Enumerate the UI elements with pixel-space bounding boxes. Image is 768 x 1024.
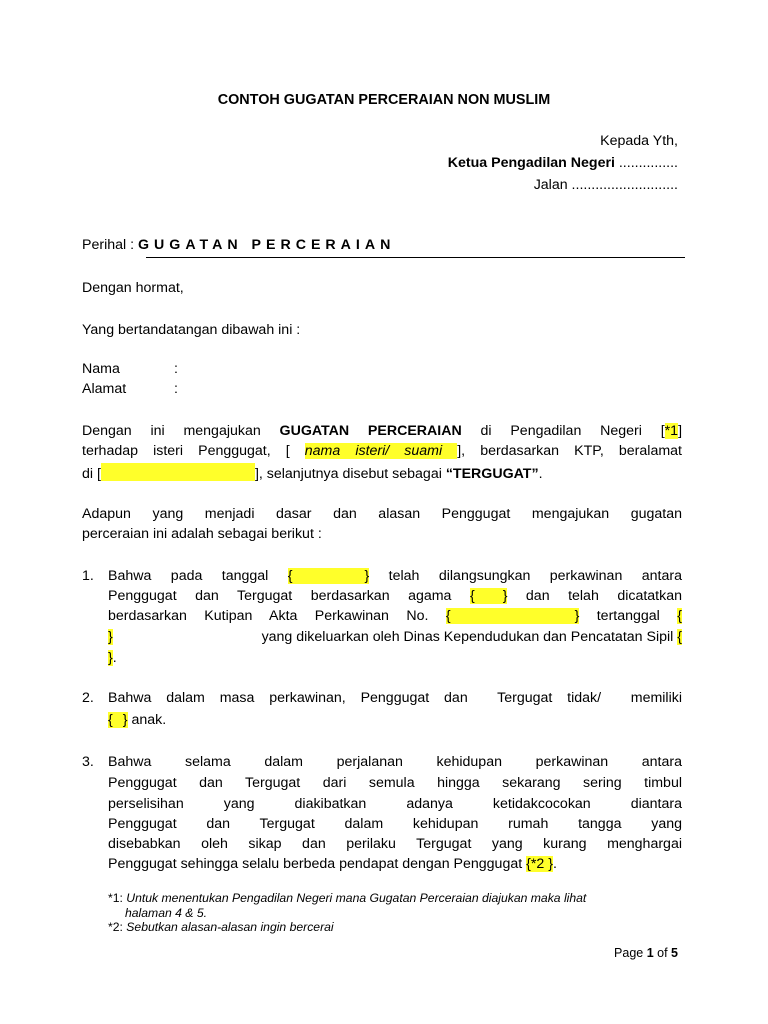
court-name: Ketua Pengadilan Negeri bbox=[447, 155, 615, 171]
greeting: Dengan hormat, bbox=[82, 280, 184, 296]
item-3-number: 3. bbox=[82, 754, 94, 770]
court-dots: ............... bbox=[614, 155, 678, 171]
intro-text: Yang bertandatangan dibawah ini : bbox=[82, 322, 301, 338]
placeholder-cert-date-close: } bbox=[108, 629, 113, 645]
addressee-line-2 bbox=[448, 155, 678, 171]
para2-line-1: Adapun yang menjadi dasar dan alasan Penggugat mengajukan gugatan bbox=[82, 506, 682, 522]
item-2-line-1: Bahwa dalam masa perkawinan, Penggugat dan Tergugat tidak/ memiliki bbox=[108, 690, 682, 706]
perihal-value: GUGATAN PERCERAIAN bbox=[138, 237, 396, 253]
item-3-line-3: perselisihan yang diakibatkan adanya ketidakcocokan diantara bbox=[108, 796, 682, 812]
field-nama-label: Nama bbox=[82, 361, 120, 377]
field-alamat-label: Alamat bbox=[82, 381, 127, 397]
field-alamat-colon: : bbox=[174, 381, 178, 397]
para1-line-1: Dengan ini mengajukan GUGATAN PERCERAIAN di Pengadilan Negeri [*1] bbox=[82, 423, 683, 439]
footnote-1-continued: halaman 4 & 5. bbox=[125, 906, 207, 920]
item-2-line-2: { } anak. bbox=[108, 712, 167, 728]
item-3-line-2: Penggugat dan Tergugat dari semula hingga sekarang sering timbul bbox=[108, 775, 682, 791]
item-1-line-4-start bbox=[108, 629, 113, 645]
placeholder-date: { } bbox=[287, 568, 370, 584]
addressee-line-1: Kepada Yth, bbox=[600, 133, 678, 149]
footnote-2: *2: Sebutkan alasan-alasan ingin bercerai bbox=[108, 920, 334, 934]
perihal-underline bbox=[146, 257, 685, 258]
placeholder-address bbox=[101, 463, 255, 481]
placeholder-cert-date-open: { bbox=[677, 608, 682, 624]
perihal-label: Perihal : bbox=[82, 237, 138, 253]
placeholder-court: *1 bbox=[664, 423, 679, 439]
item-3-line-5: disebabkan oleh sikap dan perilaku Tergugat yang kurang menghargai bbox=[108, 836, 682, 852]
item-3-line-1: Bahwa selama dalam perjalanan kehidupan perkawinan antara bbox=[108, 754, 682, 770]
para1-line-2: terhadap isteri Penggugat, [ nama isteri/ suami ], berdasarkan KTP, beralamat bbox=[82, 443, 682, 459]
para2-line-2: perceraian ini adalah sebagai berikut : bbox=[82, 526, 322, 542]
page-number: Page 1 of 5 bbox=[614, 946, 678, 960]
item-1-line-4: yang dikeluarkan oleh Dinas Kependudukan dan Pencatatan Sipil { bbox=[261, 629, 682, 645]
item-3-line-6: Penggugat sehingga selalu berbeda pendapat dengan Penggugat {*2 }. bbox=[108, 856, 557, 872]
item-3-line-4: Penggugat dan Tergugat dalam kehidupan rumah tangga yang bbox=[108, 816, 682, 832]
item-1-number: 1. bbox=[82, 568, 94, 584]
placeholder-religion: { } bbox=[469, 588, 508, 604]
placeholder-civil-office-close: } bbox=[108, 650, 113, 666]
placeholder-civil-office-open: { bbox=[677, 629, 682, 645]
placeholder-spouse-name: nama isteri/ suami bbox=[304, 443, 458, 459]
item-1-line-3: berdasarkan Kutipan Akta Perkawinan No. { } tertanggal { bbox=[108, 608, 682, 624]
placeholder-reason: {*2 } bbox=[526, 856, 553, 872]
field-nama-colon: : bbox=[174, 361, 178, 377]
document-title: CONTOH GUGATAN PERCERAIAN NON MUSLIM bbox=[217, 92, 551, 108]
placeholder-children: { } bbox=[108, 712, 128, 728]
placeholder-marriage-cert: { } bbox=[445, 608, 580, 624]
item-2-number: 2. bbox=[82, 690, 94, 706]
item-1-line-5: }. bbox=[108, 650, 117, 666]
footnote-1: *1: Untuk menentukan Pengadilan Negeri mana Gugatan Perceraian diajukan maka lihat bbox=[108, 891, 587, 905]
item-1-line-1: Bahwa pada tanggal { } telah dilangsungkan perkawinan antara bbox=[108, 568, 682, 584]
perihal bbox=[82, 237, 395, 253]
item-1-line-2: Penggugat dan Tergugat berdasarkan agama { } dan telah dicatatkan bbox=[108, 588, 682, 604]
para1-line-3: di [ ], selanjutnya disebut sebagai “TERGUGAT”. bbox=[82, 463, 543, 482]
addressee-line-3: Jalan ........................... bbox=[533, 177, 678, 193]
